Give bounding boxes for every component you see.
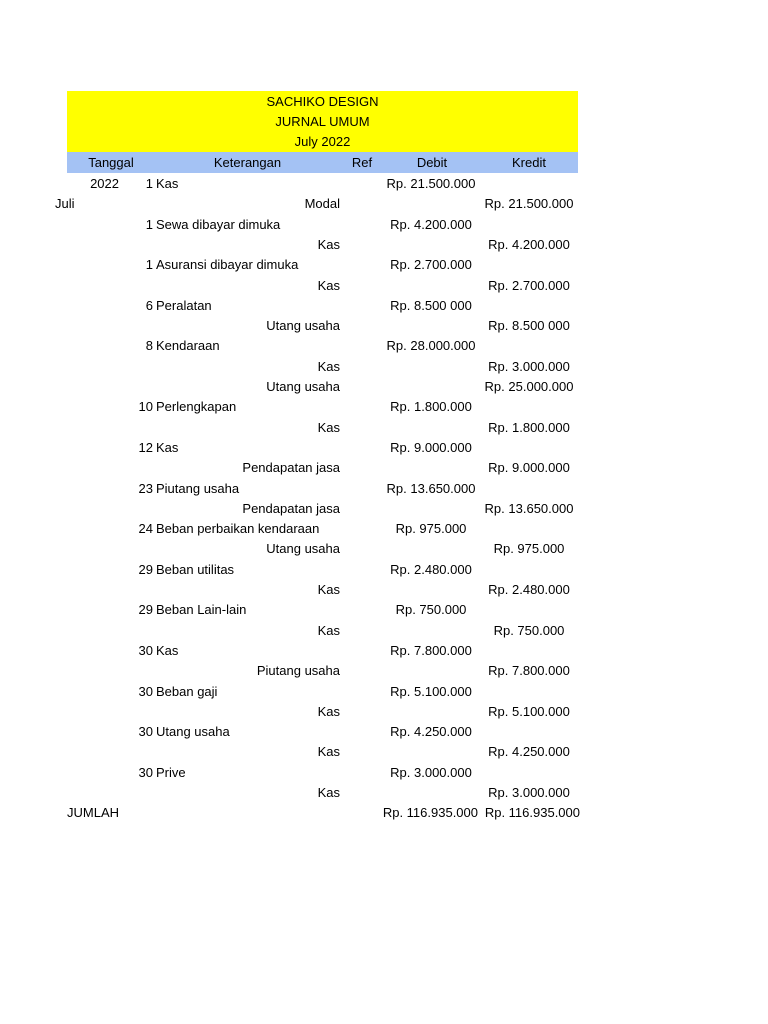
debit-amount: Rp. 5.100.000 xyxy=(390,684,472,699)
debit-account: Beban Lain-lain xyxy=(156,602,247,617)
debit-account: Perlengkapan xyxy=(156,399,237,414)
credit-account: Kas xyxy=(317,420,340,435)
total-debit: Rp. 116.935.000 xyxy=(382,805,478,820)
credit-account: Pendapatan jasa xyxy=(242,501,340,516)
kredit-amount: Rp. 1.800.000 xyxy=(488,420,570,435)
debit-amount: Rp. 7.800.000 xyxy=(390,643,472,658)
debit-amount: Rp. 2.480.000 xyxy=(390,562,472,577)
header-debit: Debit xyxy=(416,155,448,170)
header-keterangan: Keterangan xyxy=(213,155,282,170)
debit-account: Kas xyxy=(156,440,179,455)
entry-day: 29 xyxy=(138,562,153,577)
debit-account: Kas xyxy=(156,176,179,191)
entry-day: 10 xyxy=(138,399,153,414)
credit-account: Kas xyxy=(317,278,340,293)
debit-amount: Rp. 4.200.000 xyxy=(390,217,472,232)
debit-amount: Rp. 1.800.000 xyxy=(390,399,472,414)
debit-amount: Rp. 13.650.000 xyxy=(386,481,476,496)
debit-amount: Rp. 975.000 xyxy=(395,521,467,536)
kredit-amount: Rp. 9.000.000 xyxy=(488,460,570,475)
kredit-amount: Rp. 25.000.000 xyxy=(484,379,574,394)
kredit-amount: Rp. 2.480.000 xyxy=(488,582,570,597)
year-label: 2022 xyxy=(90,176,119,191)
debit-amount: Rp. 28.000.000 xyxy=(386,338,476,353)
entry-day: 30 xyxy=(138,765,153,780)
entry-day: 1 xyxy=(145,217,153,232)
kredit-amount: Rp. 4.250.000 xyxy=(488,744,570,759)
debit-account: Sewa dibayar dimuka xyxy=(156,217,281,232)
credit-account: Kas xyxy=(317,582,340,597)
kredit-amount: Rp. 3.000.000 xyxy=(488,359,570,374)
kredit-amount: Rp. 5.100.000 xyxy=(488,704,570,719)
total-kredit: Rp. 116.935.000 xyxy=(484,805,580,820)
credit-account: Kas xyxy=(317,704,340,719)
debit-amount: Rp. 9.000.000 xyxy=(390,440,472,455)
credit-account: Utang usaha xyxy=(266,541,340,556)
entry-day: 12 xyxy=(138,440,153,455)
kredit-amount: Rp. 13.650.000 xyxy=(484,501,574,516)
entry-day: 30 xyxy=(138,684,153,699)
debit-account: Utang usaha xyxy=(156,724,230,739)
title-block xyxy=(67,91,578,152)
debit-amount: Rp. 4.250.000 xyxy=(390,724,472,739)
debit-account: Kendaraan xyxy=(156,338,220,353)
month-label: Juli xyxy=(55,196,75,211)
credit-account: Piutang usaha xyxy=(256,663,340,678)
debit-amount: Rp. 750.000 xyxy=(395,602,467,617)
debit-amount: Rp. 21.500.000 xyxy=(386,176,476,191)
debit-account: Prive xyxy=(156,765,186,780)
debit-amount: Rp. 8.500 000 xyxy=(390,298,472,313)
entry-day: 30 xyxy=(138,724,153,739)
credit-account: Kas xyxy=(317,237,340,252)
kredit-amount: Rp. 975.000 xyxy=(493,541,565,556)
credit-account: Kas xyxy=(317,744,340,759)
document-title: JURNAL UMUM xyxy=(275,114,370,129)
debit-amount: Rp. 2.700.000 xyxy=(390,257,472,272)
debit-account: Beban utilitas xyxy=(156,562,235,577)
header-tanggal: Tanggal xyxy=(88,155,134,170)
entry-day: 30 xyxy=(138,643,153,658)
company-name: SACHIKO DESIGN xyxy=(266,94,379,109)
debit-account: Kas xyxy=(156,643,179,658)
debit-account: Asuransi dibayar dimuka xyxy=(156,257,299,272)
entry-day: 8 xyxy=(145,338,153,353)
kredit-amount: Rp. 21.500.000 xyxy=(484,196,574,211)
debit-account: Peralatan xyxy=(156,298,212,313)
kredit-amount: Rp. 3.000.000 xyxy=(488,785,570,800)
entry-day: 24 xyxy=(138,521,153,536)
credit-account: Utang usaha xyxy=(266,318,340,333)
entry-day: 1 xyxy=(145,257,153,272)
entry-day: 23 xyxy=(138,481,153,496)
credit-account: Kas xyxy=(317,785,340,800)
kredit-amount: Rp. 4.200.000 xyxy=(488,237,570,252)
kredit-amount: Rp. 7.800.000 xyxy=(488,663,570,678)
credit-account: Utang usaha xyxy=(266,379,340,394)
entry-day: 29 xyxy=(138,602,153,617)
credit-account: Kas xyxy=(317,623,340,638)
kredit-amount: Rp. 8.500 000 xyxy=(488,318,570,333)
period-label: July 2022 xyxy=(294,134,351,149)
header-kredit: Kredit xyxy=(512,155,546,170)
total-label: JUMLAH xyxy=(67,805,120,820)
kredit-amount: Rp. 750.000 xyxy=(493,623,565,638)
debit-account: Piutang usaha xyxy=(156,481,240,496)
credit-account: Pendapatan jasa xyxy=(242,460,340,475)
header-ref: Ref xyxy=(351,155,373,170)
credit-account: Modal xyxy=(304,196,340,211)
entry-day: 6 xyxy=(145,298,153,313)
debit-amount: Rp. 3.000.000 xyxy=(390,765,472,780)
credit-account: Kas xyxy=(317,359,340,374)
debit-account: Beban gaji xyxy=(156,684,218,699)
debit-account: Beban perbaikan kendaraan xyxy=(156,521,320,536)
kredit-amount: Rp. 2.700.000 xyxy=(488,278,570,293)
entry-day: 1 xyxy=(145,176,153,191)
